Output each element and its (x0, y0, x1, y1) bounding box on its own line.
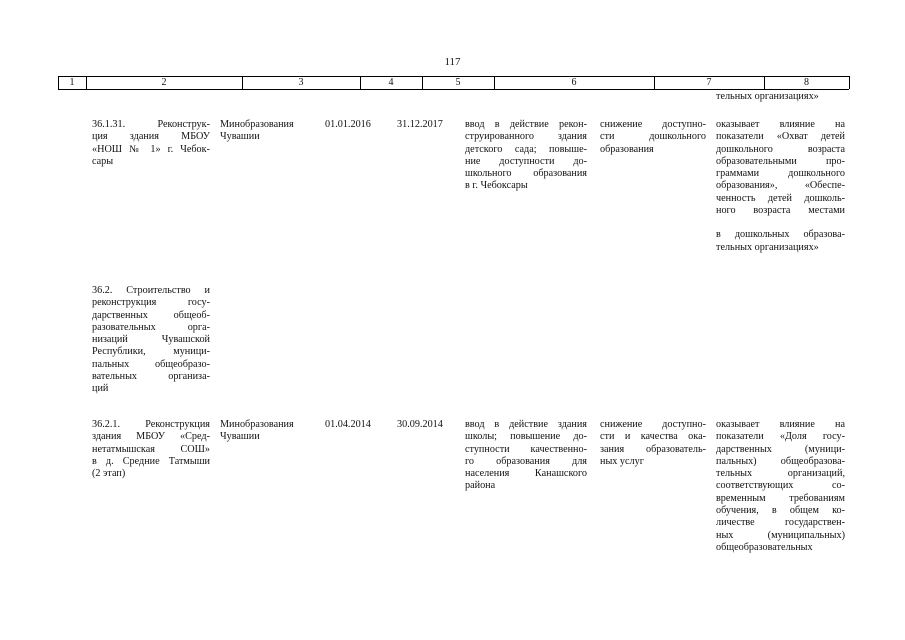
row-1-executor: Минобразования Чувашии (220, 119, 294, 143)
column-divider (242, 76, 243, 89)
table-header-row (58, 76, 849, 90)
column-header: 1 (69, 77, 75, 88)
column-header: 4 (388, 77, 394, 88)
column-divider (360, 76, 361, 89)
column-divider (422, 76, 423, 89)
column-divider (764, 76, 765, 89)
column-header: 5 (455, 77, 461, 88)
row-3-end-date: 30.09.2014 (397, 419, 443, 430)
column-divider (58, 76, 59, 89)
column-header: 8 (804, 77, 809, 88)
row-1-start-date: 01.01.2016 (325, 119, 371, 130)
row-1-name: 36.1.31. Реконструк- ция здания МБОУ «НОШ № 1» г. Чебок- сары (92, 119, 210, 167)
row-1-result: ввод в действие рекон- струированного здания детского сада; повыше- ние доступности до- школьного образования в г. Чебоксары (465, 119, 587, 192)
row-1-consequences: снижение доступно- сти дошкольного образования (600, 119, 706, 155)
carryover-text: тельных организациях» (716, 91, 819, 102)
row-3-name: 36.2.1. Реконструкция здания МБОУ «Сред- нетатмышская СОШ» в д. Средние Татмыши (2 этап) (92, 419, 210, 480)
column-header: 3 (298, 77, 304, 88)
column-divider (86, 76, 87, 89)
column-divider (849, 76, 850, 89)
row-3-start-date: 01.04.2014 (325, 419, 371, 430)
row-3-result: ввод в действие здания школы; повышение до- ступности качественно- го образования для населения Канашского района (465, 419, 587, 492)
row-3-impact: оказывает влияние на показатели «Доля госу- дарственных (муници- пальных) общеобразова- тельных организаций, соответствующих со- временным требованиям обучения, в общем ко- личестве государствен- ных (муниципальных) общеобразовательных (716, 419, 845, 553)
column-divider (654, 76, 655, 89)
column-divider (494, 76, 495, 89)
row-3-executor: Минобразования Чувашии (220, 419, 294, 443)
column-header: 2 (161, 77, 167, 88)
row-3-consequences: снижение доступно- сти и качества ока- зания образователь- ных услуг (600, 419, 706, 467)
column-header: 7 (706, 77, 712, 88)
row-1-end-date: 31.12.2017 (397, 119, 443, 130)
column-header: 6 (571, 77, 577, 88)
page-number: 117 (444, 56, 461, 68)
row-1-impact: оказывает влияние на показатели «Охват детей дошкольного возраста образовательными про- граммами дошкольного образования», «Обеспе- ченность детей дошколь- ного возраста местами в дошкольных образова- тельных организациях» (716, 119, 845, 253)
row-2-name: 36.2. Строительство и реконструкция госу- дарственных общеоб- разовательных орга- низаций Чувашской Республики, муници- пальных общеобразо- вательных организа- ций (92, 285, 210, 395)
